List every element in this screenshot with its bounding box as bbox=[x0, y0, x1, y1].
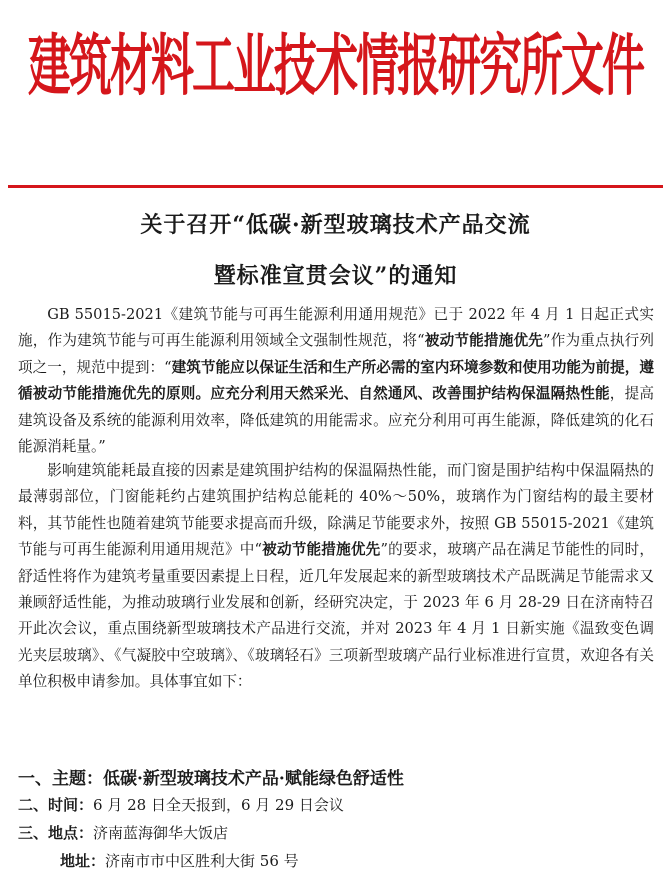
item-theme bbox=[18, 764, 658, 789]
item-venue-label: 三、地点： bbox=[18, 824, 94, 842]
item-theme-value: 低碳·新型玻璃技术产品·赋能绿色舒适性 bbox=[103, 769, 404, 789]
item-venue bbox=[18, 822, 658, 843]
p2-emphasis-1: 被动节能措施优先 bbox=[261, 541, 381, 559]
item-time-value: 6 月 28 日全天报到，6 月 29 日会议 bbox=[93, 796, 344, 814]
p2-text-2: ”的要求，玻璃产品在满足节能性的同时，舒适性将作为建筑考量重要因素提上日程，近几年发展起来的新型玻璃技术产品既满足节能需求又兼顾舒适性能，为推动玻璃行业发展和创新，经研究决定，于 2023 年 6 月 28-29 日在济南特召开此次会议，重点围绕新型玻璃技术产品进行交流，并对 2023 年 4 月 1 日新实施《温致变色调光夹层玻璃》、《气凝胶中空玻璃》、《玻璃轻石》三项新型玻璃产品行业标准进行宣贯，欢迎各有关单位积极申请参加。具体事宜如下： bbox=[18, 541, 654, 691]
p1-text-1: GB 55015-2021《建筑节能与可再生能源利用通用规范》已于 2022 年 4 月 1 日起正式实施，作为建筑节能与可再生能源利用领域全文强制性规范，将“ bbox=[18, 306, 654, 350]
document-header-title: 建筑材料工业技术情报研究所文件 bbox=[28, 27, 643, 106]
header-divider bbox=[8, 185, 663, 188]
item-address bbox=[60, 850, 671, 871]
p2-text-1: 影响建筑能耗最直接的因素是建筑围护结构的保温隔热性能，而门窗是围护结构中保温隔热的最薄弱部位，门窗能耗约占建筑围护结构总能耗的 40%～50%，玻璃作为门窗结构的最主要材料，其节能性也随着建筑节能要求提高而升级，除满足节能要求外，按照 GB 55015-2021《建筑节能与可再生能源利用通用规范》中“ bbox=[18, 462, 654, 559]
body-paragraph-2 bbox=[18, 458, 654, 696]
p1-text-3: ，提高建筑设备及系统的能源利用效率，降低建筑的用能需求。应充分利用可再生能源，降低建筑的化石能源消耗量。” bbox=[18, 385, 654, 456]
p1-text-2: ”作为重点执行列项之一，规范中提到：“ bbox=[18, 332, 654, 376]
p1-emphasis-1: 被动节能措施优先 bbox=[424, 332, 544, 350]
item-time bbox=[18, 794, 658, 815]
item-venue-value: 济南蓝海御华大饭店 bbox=[93, 824, 229, 842]
body-paragraph-1 bbox=[18, 302, 654, 460]
item-address-value: 济南市市中区胜利大街 56 号 bbox=[105, 852, 299, 870]
p1-emphasis-2: 建筑节能应以保证生活和生产所必需的室内环境参数和使用功能为前提，遵循被动节能措施优先的原则。应充分利用天然采光、自然通风、改善围护结构保温隔热性能 bbox=[18, 358, 654, 403]
notice-title-line-1: 关于召开“低碳·新型玻璃技术产品交流 bbox=[140, 212, 531, 238]
item-address-label: 地址： bbox=[60, 852, 106, 870]
item-time-label: 二、时间： bbox=[18, 796, 94, 814]
notice-title-line-2: 暨标准宣贯会议”的通知 bbox=[213, 263, 458, 289]
item-theme-label: 一、主题： bbox=[18, 769, 103, 789]
